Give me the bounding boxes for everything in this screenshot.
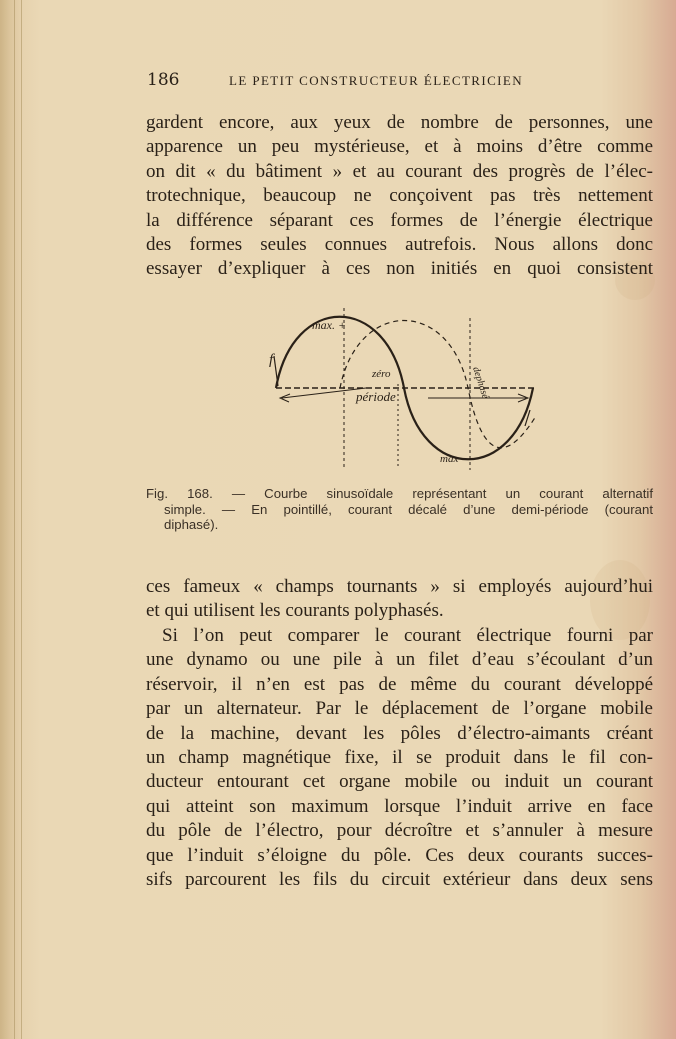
text-line: qui atteint son maximum lorsque l’induit arrive en face [146, 795, 653, 817]
paragraph-bottom-a [146, 575, 653, 624]
gutter-line [14, 0, 15, 1039]
f-arrow [274, 356, 278, 386]
text-line: apparence un peu mystérieuse, et à moins d’être comme [146, 136, 653, 158]
text-line: un champ magnétique fixe, il se produit dans le fil con- [146, 746, 653, 768]
text-line: on dit « du bâtiment » et au courant des progrès de l’élec- [146, 160, 653, 182]
text-line: Si l’on peut comparer le courant électrique fourni par [162, 625, 653, 646]
paragraph-top [146, 111, 653, 282]
label-zero: zéro [372, 368, 391, 380]
text-line: réservoir, il n’en est pas de même du courant développé [146, 673, 653, 695]
figure-caption [146, 486, 653, 533]
running-title: LE PETIT CONSTRUCTEUR ÉLECTRICIEN [229, 73, 524, 88]
running-header [147, 70, 647, 94]
text-line: par un alternateur. Par le déplacement de l’organe mobile [146, 698, 653, 720]
caption-line: diphasé). [164, 517, 219, 532]
text-line: du pôle de l’électro, pour décroître et s’annuler à mesure [146, 820, 653, 842]
label-f: f [269, 352, 274, 368]
label-periode: période [356, 389, 396, 404]
text-line: une dynamo ou une pile à un filet d’eau s’écoulant d’un [146, 649, 653, 671]
text-line: et qui utilisent les courants polyphasés. [146, 600, 444, 622]
text-line: des formes seules connues autrefois. Nous allons donc [146, 233, 653, 255]
text-line: sifs parcourent les fils du circuit extérieur dans deux sens [146, 868, 653, 890]
caption-line: Fig. 168. — Courbe sinusoïdale représentant un courant alternatif [146, 486, 653, 501]
gutter-line [21, 0, 22, 1039]
page-number: 186 [147, 70, 180, 90]
dephased-curve [340, 321, 536, 448]
period-arrow-left [282, 388, 366, 398]
label-dephase: dephasé [470, 365, 491, 401]
text-line: la différence séparant ces formes de l’énergie électrique [146, 209, 653, 231]
paragraph-bottom-b [146, 624, 653, 892]
text-line: de la machine, devant les pôles d’électro-aimants créant [146, 722, 653, 744]
text-line: ces fameux « champs tournants » si employés aujourd’hui [146, 576, 653, 597]
caption-line: simple. — En pointillé, courant décalé d’une demi-période (courant [164, 501, 653, 517]
label-max-top: max. + [312, 318, 347, 332]
text-line: que l’induit s’éloigne du pôle. Ces deux courants succes- [146, 844, 653, 866]
sinusoid-figure [268, 298, 548, 473]
label-max-bottom: max — [440, 453, 471, 465]
text-line: trotechnique, beaucoup ne conçoivent pas très nettement [146, 185, 653, 207]
text-line: gardent encore, aux yeux de nombre de personnes, une [146, 112, 653, 133]
text-line: ducteur entourant cet organe mobile ou induit un courant [146, 771, 653, 793]
text-line: essayer d’expliquer à ces non initiés en quoi consistent [146, 258, 653, 280]
